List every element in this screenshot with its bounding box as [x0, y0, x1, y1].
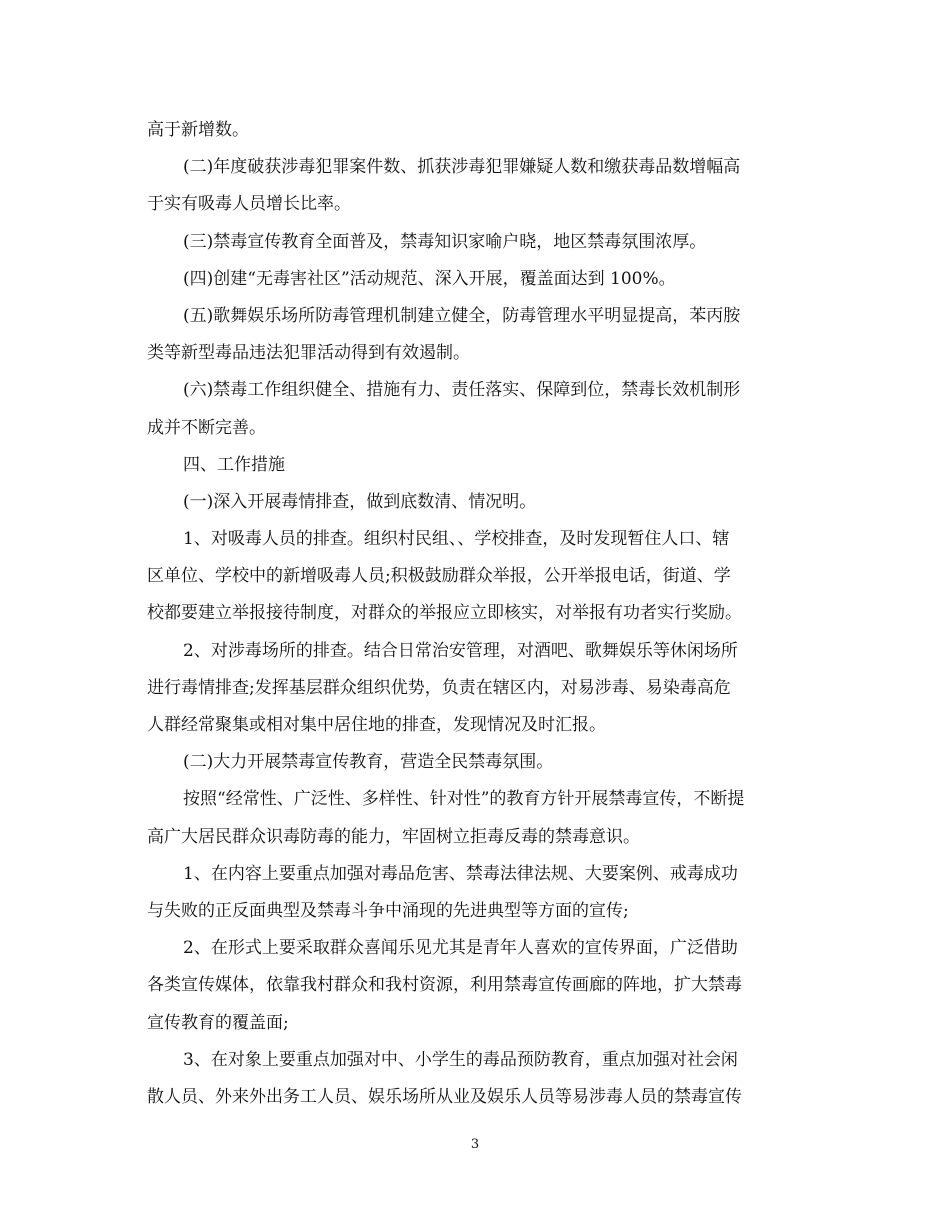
- text-line: 类等新型毒品违法犯罪活动得到有效遏制。: [147, 343, 470, 364]
- text-line: 按照“经常性、广泛性、多样性、针对性”的教育方针开展禁毒宣传，不断提: [183, 789, 745, 810]
- text-line: 2、对涉毒场所的排查。结合日常治安管理，对酒吧、歌舞娱乐等休闲场所: [183, 640, 738, 661]
- text-line: 人群经常聚集或相对集中居住地的排查，发现情况及时汇报。: [147, 715, 606, 735]
- text-line: (二)大力开展禁毒宣传教育，营造全民禁毒氛围。: [183, 752, 554, 773]
- text-line: (三)禁毒宣传教育全面普及，禁毒知识家喻户晓，地区禁毒氛围浓厚。: [183, 231, 707, 252]
- text-line: (五)歌舞娱乐场所防毒管理机制建立健全，防毒管理水平明显提高，苯丙胺: [183, 305, 741, 326]
- text-line: 于实有吸毒人员增长比率。: [147, 194, 351, 215]
- text-line: (一)深入开展毒情排查，做到底数清、情况明。: [183, 491, 537, 512]
- text-line: (四)创建“无毒害社区”活动规范、深入开展，覆盖面达到 100%。: [183, 268, 676, 289]
- text-line: 区单位、学校中的新增吸毒人员;积极鼓励群众举报，公开举报电话，街道、学: [147, 566, 731, 587]
- text-line: 各类宣传媒体，依靠我村群众和我村资源，利用禁毒宣传画廊的阵地，扩大禁毒: [147, 975, 742, 996]
- text-line: 进行毒情排查;发挥基层群众组织优势，负责在辖区内，对易涉毒、易染毒高危: [147, 677, 731, 698]
- text-line: 宣传教育的覆盖面;: [147, 1012, 289, 1033]
- text-line: 成并不断完善。: [147, 417, 266, 438]
- text-line: 散人员、外来外出务工人员、娱乐场所从业及娱乐人员等易涉毒人员的禁毒宣传: [147, 1086, 742, 1107]
- text-line: 1、在内容上要重点加强对毒品危害、禁毒法律法规、大要案例、戒毒成功: [183, 863, 738, 884]
- document-body: [147, 112, 807, 1116]
- text-line: 2、在形式上要采取群众喜闻乐见尤其是青年人喜欢的宣传界面，广泛借助: [183, 938, 738, 959]
- text-line: (六)禁毒工作组织健全、措施有力、责任落实、保障到位，禁毒长效机制形: [183, 380, 741, 401]
- text-line: 校都要建立举报接待制度，对群众的举报应立即核实，对举报有功者实行奖励。: [147, 603, 742, 624]
- text-line: 1、对吸毒人员的排查。组织村民组、、学校排查，及时发现暂住人口、辖: [183, 529, 730, 550]
- text-line: (二)年度破获涉毒犯罪案件数、抓获涉毒犯罪嫌疑人数和缴获毒品数增幅高: [183, 157, 741, 178]
- text-line: 四、工作措施: [183, 454, 285, 475]
- text-line: 与失败的正反面典型及禁毒斗争中涌现的先进典型等方面的宣传;: [147, 900, 629, 921]
- text-line: 高于新增数。: [147, 120, 249, 140]
- page-number: 3: [470, 1137, 480, 1152]
- text-line: 高广大居民群众识毒防毒的能力，牢固树立拒毒反毒的禁毒意识。: [147, 826, 640, 847]
- text-line: 3、在对象上要重点加强对中、小学生的毒品预防教育，重点加强对社会闲: [183, 1049, 738, 1070]
